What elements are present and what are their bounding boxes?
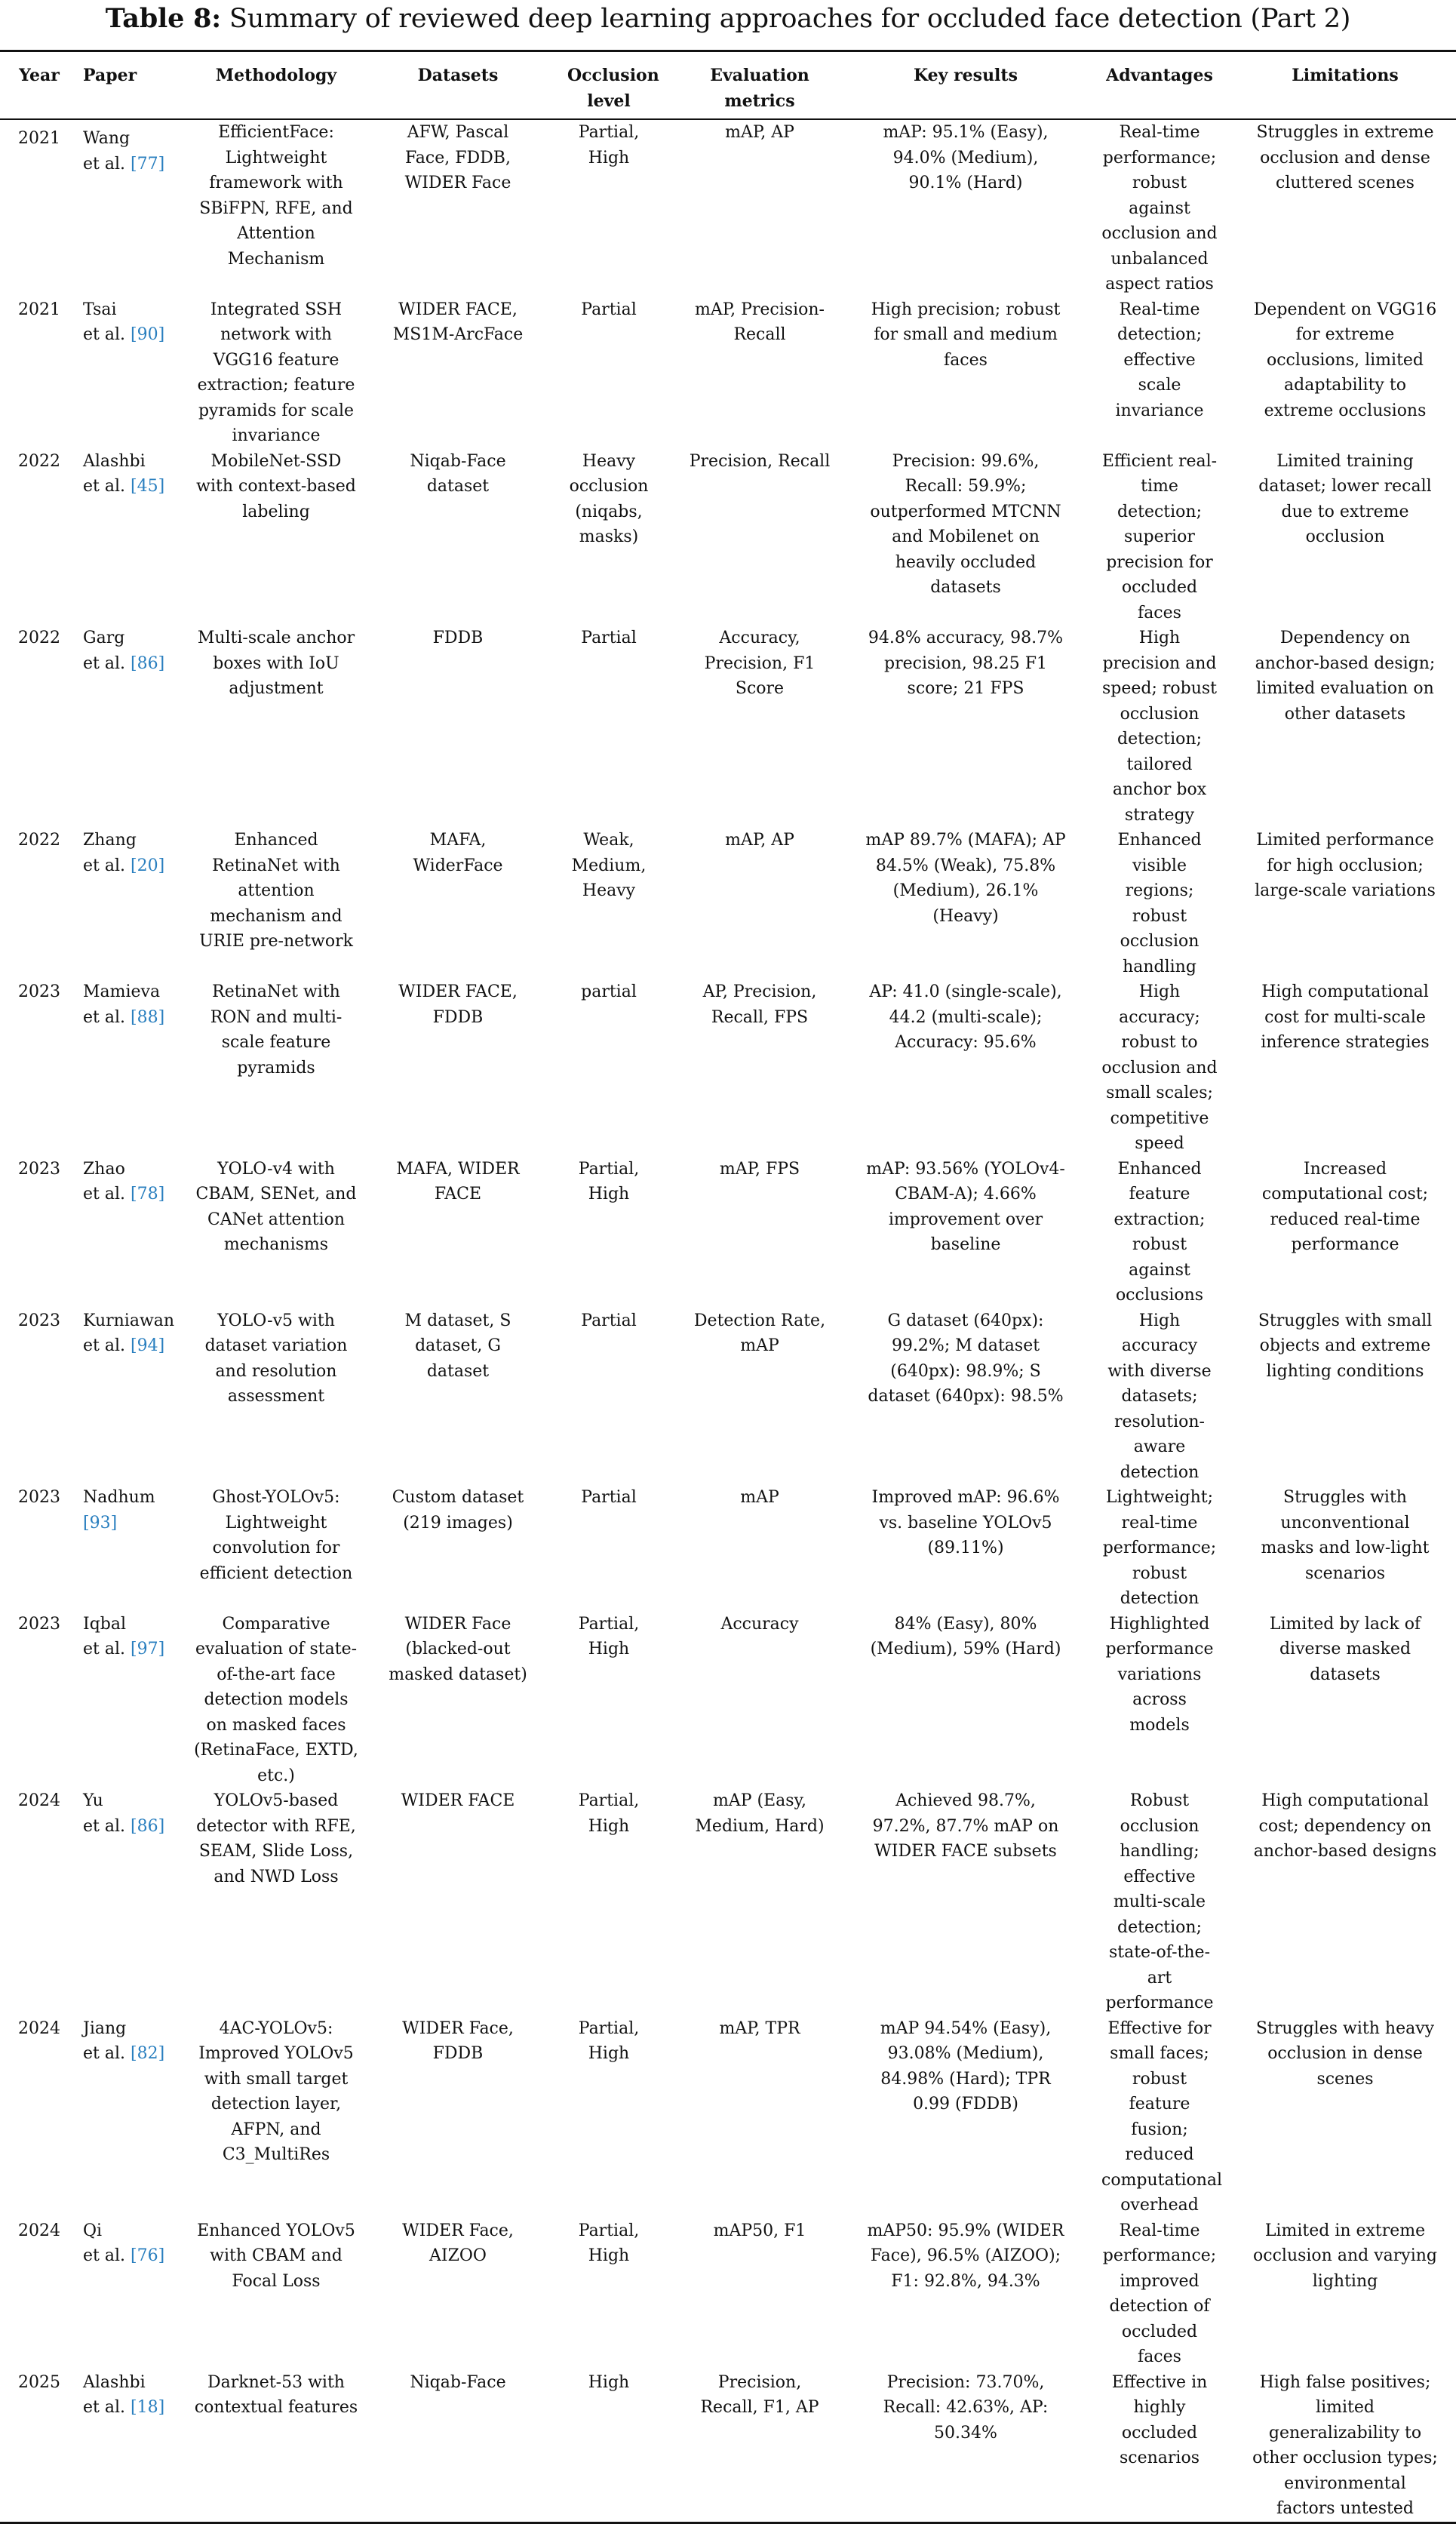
paper-etal-line — [83, 1511, 177, 1536]
cell-year: 2023 — [18, 1311, 60, 1330]
cell-paper — [78, 1485, 181, 1612]
header-year: Year — [19, 66, 60, 85]
table-row — [0, 2016, 1456, 2218]
cell-datasets: WIDER Face, AIZOO — [402, 2221, 514, 2265]
table-row — [0, 297, 1456, 449]
citation-link[interactable]: [86] — [131, 653, 165, 673]
cell-key-results: Achieved 98.7%, 97.2%, 87.7% mAP on WIDER FACE subsets — [872, 1791, 1059, 1861]
cell-occlusion-level: High — [588, 2372, 630, 2392]
cell-datasets: Custom dataset (219 images) — [392, 1488, 524, 1533]
paper-author: Zhao — [83, 1159, 125, 1179]
cell-methodology: Comparative evaluation of state-of-the-art face detection models on masked faces (RetinaFace, EXTD, etc.) — [194, 1614, 358, 1785]
cell-methodology: YOLO-v4 with CBAM, SENet, and CANet attention mechanisms — [195, 1159, 357, 1254]
header-paper: Paper — [83, 66, 137, 85]
cell-methodology: Darknet-53 with contextual features — [194, 2372, 358, 2417]
cell-evaluation-metrics: mAP, AP — [725, 831, 794, 850]
cell-datasets: M dataset, S dataset, G dataset — [404, 1311, 511, 1381]
citation-link[interactable]: [78] — [131, 1185, 165, 1204]
cell-methodology: Integrated SSH network with VGG16 feature extraction; feature pyramids for scale invariance — [197, 300, 355, 445]
cell-limitations: High false positives; limited generalizability to other occlusion types; environmental factors untested — [1252, 2372, 1438, 2518]
cell-occlusion-level: Partial, High — [578, 2221, 640, 2265]
cell-advantages: Effective for small faces; robust feature fusion; reduced computational overhead — [1101, 2018, 1223, 2215]
paper-author: Iqbal — [83, 1614, 127, 1634]
cell-paper — [78, 979, 181, 1157]
cell-methodology: EfficientFace: Lightweight framework with SBiFPN, RFE, and Attention Mechanism — [199, 123, 353, 269]
paper-etal: et al. — [83, 477, 125, 496]
cell-paper — [78, 1308, 181, 1486]
table-row — [0, 119, 1456, 297]
paper-etal-line — [83, 474, 177, 500]
cell-evaluation-metrics: mAP — [740, 1488, 779, 1507]
cell-advantages: Highlighted performance variations across models — [1105, 1614, 1214, 1735]
header-limitations: Limitations — [1292, 66, 1399, 85]
cell-advantages: High accuracy with diverse datasets; resolution-aware detection — [1107, 1311, 1212, 1482]
table-row — [0, 2370, 1456, 2523]
paper-etal-line — [83, 1333, 177, 1359]
paper-author: Garg — [83, 629, 125, 647]
cell-key-results: Precision: 73.70%, Recall: 42.63%, AP: 50.34% — [883, 2372, 1049, 2443]
paper-etal: et al. — [83, 2398, 125, 2417]
cell-evaluation-metrics: mAP (Easy, Medium, Hard) — [695, 1791, 825, 1836]
paper-etal-line — [83, 2041, 177, 2067]
cell-key-results: G dataset (640px): 99.2%; M dataset (640px): 98.9%; S dataset (640px): 98.5% — [868, 1311, 1064, 1406]
cell-methodology: Ghost-YOLOv5: Lightweight convolution for efficient detection — [199, 1488, 353, 1583]
cell-methodology: Enhanced YOLOv5 with CBAM and Focal Loss — [197, 2221, 355, 2291]
paper-author: Nadhum — [83, 1488, 155, 1507]
table-row — [0, 1612, 1456, 1789]
cell-evaluation-metrics: mAP, TPR — [719, 2018, 800, 2038]
cell-paper — [78, 626, 181, 828]
cell-datasets: FDDB — [432, 629, 484, 647]
cell-evaluation-metrics: mAP, FPS — [719, 1159, 800, 1179]
header-row — [0, 51, 1456, 120]
cell-methodology: MobileNet-SSD with context-based labeling — [196, 451, 356, 521]
citation-link[interactable]: [90] — [131, 325, 165, 344]
cell-year: 2022 — [18, 629, 60, 647]
table-row — [0, 1308, 1456, 1486]
table-row — [0, 2218, 1456, 2370]
cell-key-results: AP: 41.0 (single-scale), 44.2 (multi-scale); Accuracy: 95.6% — [869, 982, 1062, 1052]
cell-paper — [78, 1612, 181, 1789]
summary-table — [0, 50, 1456, 2524]
cell-evaluation-metrics: Precision, Recall — [689, 451, 831, 471]
cell-occlusion-level: Partial — [581, 1488, 637, 1507]
header-advantages: Advantages — [1106, 66, 1213, 85]
paper-author: Wang — [83, 129, 131, 148]
cell-advantages: Enhanced feature extraction; robust against occlusions — [1114, 1159, 1206, 1305]
cell-datasets: WIDER Face (blacked-out masked dataset) — [389, 1614, 527, 1684]
cell-limitations: Limited in extreme occlusion and varying lighting — [1253, 2221, 1437, 2291]
paper-author: Yu — [83, 1791, 103, 1810]
paper-author: Zhang — [83, 831, 137, 850]
citation-link[interactable]: [45] — [131, 477, 165, 496]
cell-limitations: Limited by lack of diverse masked datasets — [1269, 1614, 1421, 1684]
paper-author: Alashbi — [83, 2372, 146, 2392]
paper-etal-line — [83, 853, 177, 879]
cell-methodology: Enhanced RetinaNet with attention mechanism and URIE pre-network — [199, 831, 353, 951]
cell-evaluation-metrics: Accuracy — [720, 1614, 799, 1634]
citation-link[interactable]: [18] — [131, 2398, 165, 2417]
header-evaluation-metrics: Evaluation metrics — [710, 66, 809, 111]
cell-limitations: Struggles with unconventional masks and low-light scenarios — [1261, 1488, 1430, 1583]
cell-year: 2024 — [18, 2018, 60, 2038]
table-row — [0, 449, 1456, 626]
paper-etal: et al. — [83, 1640, 125, 1659]
citation-link[interactable]: [82] — [131, 2044, 165, 2063]
paper-author: Qi — [83, 2221, 103, 2240]
cell-occlusion-level: Heavy occlusion (niqabs, masks) — [569, 451, 649, 546]
cell-occlusion-level: Partial — [581, 1311, 637, 1330]
cell-datasets: WIDER Face, FDDB — [402, 2018, 514, 2063]
cell-key-results: mAP: 95.1% (Easy), 94.0% (Medium), 90.1% (Hard) — [883, 123, 1049, 192]
cell-key-results: 94.8% accuracy, 98.7% precision, 98.25 F1 score; 21 FPS — [868, 629, 1064, 698]
paper-etal: et al. — [83, 2246, 125, 2265]
cell-key-results: 84% (Easy), 80% (Medium), 59% (Hard) — [870, 1614, 1061, 1659]
cell-occlusion-level: partial — [581, 982, 637, 1001]
citation-link[interactable]: [76] — [131, 2246, 165, 2265]
cell-advantages: Enhanced visible regions; robust occlusion handling — [1117, 831, 1202, 976]
cell-occlusion-level: Partial, High — [578, 2018, 640, 2063]
cell-datasets: AFW, Pascal Face, FDDB, WIDER Face — [404, 123, 511, 192]
paper-etal: et al. — [83, 2044, 125, 2063]
paper-etal-line — [83, 1637, 177, 1662]
table-row — [0, 1788, 1456, 2016]
cell-advantages: High accuracy; robust to occlusion and small scales; competitive speed — [1101, 982, 1218, 1153]
cell-evaluation-metrics: Precision, Recall, F1, AP — [700, 2372, 819, 2417]
cell-limitations: High computational cost; dependency on anchor-based designs — [1253, 1791, 1437, 1861]
paper-etal: et al. — [83, 856, 125, 875]
cell-limitations: Dependent on VGG16 for extreme occlusions, limited adaptability to extreme occlusions — [1253, 300, 1437, 420]
cell-datasets: WIDER FACE, FDDB — [398, 982, 518, 1027]
cell-year: 2021 — [18, 300, 60, 319]
paper-etal-line — [83, 1005, 177, 1031]
cell-paper — [78, 297, 181, 449]
paper-etal-line — [83, 2395, 177, 2421]
table-row — [0, 626, 1456, 828]
citation-link[interactable]: [77] — [131, 154, 165, 174]
cell-year: 2024 — [18, 2221, 60, 2240]
citation-link[interactable]: [97] — [131, 1640, 165, 1659]
table-row — [0, 1485, 1456, 1612]
cell-methodology: YOLO-v5 with dataset variation and resolution assessment — [204, 1311, 348, 1406]
cell-occlusion-level: Partial, High — [578, 1159, 640, 1204]
cell-datasets: Niqab-Face — [410, 2372, 506, 2392]
cell-key-results: Precision: 99.6%, Recall: 59.9%; outperformed MTCNN and Mobilenet on heavily occluded datasets — [870, 451, 1061, 597]
paper-author: Kurniawan — [83, 1311, 175, 1330]
paper-etal-line — [83, 2243, 177, 2269]
cell-evaluation-metrics: mAP50, F1 — [713, 2221, 806, 2240]
cell-paper — [78, 449, 181, 626]
cell-year: 2023 — [18, 982, 60, 1001]
cell-key-results: mAP 94.54% (Easy), 93.08% (Medium), 84.98% (Hard); TPR 0.99 (FDDB) — [880, 2018, 1052, 2114]
paper-etal-line — [83, 651, 177, 677]
cell-advantages: Real-time detection; effective scale invariance — [1115, 300, 1204, 420]
paper-author: Mamieva — [83, 982, 161, 1001]
paper-etal: et al. — [83, 1007, 125, 1027]
table-row — [0, 1157, 1456, 1308]
paper-etal-line — [83, 322, 177, 348]
cell-paper — [78, 828, 181, 979]
cell-paper — [78, 2370, 181, 2523]
cell-key-results: High precision; robust for small and medium faces — [871, 300, 1061, 370]
cell-methodology: RetinaNet with RON and multi-scale feature pyramids — [210, 982, 342, 1078]
paper-etal: et al. — [83, 154, 125, 174]
cell-year: 2022 — [18, 451, 60, 471]
cell-paper — [78, 119, 181, 297]
header-key-results: Key results — [914, 66, 1018, 85]
paper-etal: et al. — [83, 1336, 125, 1355]
citation-link[interactable]: [94] — [131, 1336, 165, 1355]
paper-author: Tsai — [83, 300, 117, 319]
cell-paper — [78, 1157, 181, 1308]
cell-methodology: YOLOv5-based detector with RFE, SEAM, Slide Loss, and NWD Loss — [196, 1791, 356, 1886]
paper-etal-line — [83, 152, 177, 177]
cell-datasets: MAFA, WIDER FACE — [396, 1159, 520, 1204]
paper-author: Jiang — [83, 2018, 127, 2038]
paper-etal: et al. — [83, 653, 125, 673]
cell-limitations: Dependency on anchor-based design; limited evaluation on other datasets — [1255, 629, 1436, 724]
header-datasets: Datasets — [417, 66, 499, 85]
cell-datasets: WIDER FACE — [401, 1791, 515, 1810]
cell-limitations: High computational cost for multi-scale inference strategies — [1261, 982, 1430, 1052]
cell-occlusion-level: Partial — [581, 300, 637, 319]
cell-occlusion-level: Partial, High — [578, 1791, 640, 1836]
cell-year: 2023 — [18, 1159, 60, 1179]
paper-author: Alashbi — [83, 451, 146, 471]
cell-year: 2025 — [18, 2372, 60, 2392]
table-title: Summary of reviewed deep learning approaches for occluded face detection (Part 2) — [229, 4, 1351, 34]
citation-link[interactable]: [93] — [83, 1513, 118, 1533]
cell-key-results: mAP50: 95.9% (WIDER Face), 96.5% (AIZOO); F1: 92.8%, 94.3% — [867, 2221, 1064, 2291]
cell-advantages: Robust occlusion handling; effective multi-scale detection; state-of-the-art performance — [1105, 1791, 1214, 2012]
paper-etal-line — [83, 1814, 177, 1840]
paper-etal: et al. — [83, 1185, 125, 1204]
citation-link[interactable]: [20] — [131, 856, 165, 875]
cell-limitations: Struggles with small objects and extreme lighting conditions — [1258, 1311, 1433, 1381]
cell-datasets: MAFA, WiderFace — [413, 831, 503, 875]
cell-advantages: Efficient real-time detection; superior precision for occluded faces — [1101, 451, 1218, 623]
cell-datasets: WIDER FACE, MS1M-ArcFace — [392, 300, 524, 344]
table-label: Table 8: — [105, 3, 222, 34]
cell-paper — [78, 2218, 181, 2370]
cell-limitations: Struggles with heavy occlusion in dense scenes — [1255, 2018, 1435, 2089]
cell-paper — [78, 1788, 181, 2016]
cell-year: 2024 — [18, 1791, 60, 1810]
cell-year: 2021 — [18, 129, 60, 148]
cell-methodology: 4AC-YOLOv5: Improved YOLOv5 with small target detection layer, AFPN, and C3_MultiRes — [198, 2018, 354, 2164]
cell-limitations: Struggles in extreme occlusion and dense cluttered scenes — [1256, 123, 1434, 192]
citation-link[interactable]: [86] — [131, 1816, 165, 1836]
cell-advantages: Effective in highly occluded scenarios — [1111, 2372, 1208, 2467]
header-occlusion-level: Occlusion level — [567, 66, 659, 111]
cell-evaluation-metrics: Detection Rate, mAP — [693, 1311, 826, 1355]
cell-datasets: Niqab-Face dataset — [410, 451, 506, 496]
cell-advantages: Real-time performance; robust against occlusion and unbalanced aspect ratios — [1101, 123, 1218, 294]
cell-year: 2023 — [18, 1614, 60, 1634]
cell-key-results: mAP: 93.56% (YOLOv4-CBAM-A); 4.66% improvement over baseline — [866, 1159, 1065, 1254]
cell-advantages: Real-time performance; improved detection of occluded faces — [1102, 2221, 1217, 2366]
table-caption — [0, 0, 1456, 39]
cell-year: 2023 — [18, 1488, 60, 1507]
cell-limitations: Increased computational cost; reduced real-time performance — [1261, 1159, 1429, 1254]
cell-occlusion-level: Partial, High — [578, 123, 640, 168]
cell-methodology: Multi-scale anchor boxes with IoU adjustment — [197, 629, 355, 698]
cell-key-results: mAP 89.7% (MAFA); AP 84.5% (Weak), 75.8% (Medium), 26.1% (Heavy) — [865, 831, 1066, 926]
cell-evaluation-metrics: mAP, Precision-Recall — [695, 300, 825, 344]
cell-limitations: Limited training dataset; lower recall due to extreme occlusion — [1258, 451, 1432, 546]
table-row — [0, 979, 1456, 1157]
cell-advantages: High precision and speed; robust occlusion detection; tailored anchor box strategy — [1101, 629, 1218, 825]
cell-evaluation-metrics: Accuracy, Precision, F1 Score — [704, 629, 816, 698]
cell-occlusion-level: Partial — [581, 629, 637, 647]
paper-etal-line — [83, 1182, 177, 1207]
cell-occlusion-level: Weak, Medium, Heavy — [571, 831, 647, 900]
cell-key-results: Improved mAP: 96.6% vs. baseline YOLOv5 (89.11%) — [871, 1488, 1060, 1557]
header-methodology: Methodology — [215, 66, 337, 85]
cell-advantages: Lightweight; real-time performance; robust detection — [1102, 1488, 1217, 1608]
cell-year: 2022 — [18, 831, 60, 850]
table-row — [0, 828, 1456, 979]
cell-limitations: Limited performance for high occlusion; large-scale variations — [1255, 831, 1436, 900]
cell-evaluation-metrics: mAP, AP — [725, 123, 794, 142]
paper-etal: et al. — [83, 1816, 125, 1836]
citation-link[interactable]: [88] — [131, 1007, 165, 1027]
cell-evaluation-metrics: AP, Precision, Recall, FPS — [702, 982, 817, 1027]
cell-occlusion-level: Partial, High — [578, 1614, 640, 1659]
cell-paper — [78, 2016, 181, 2218]
paper-etal: et al. — [83, 325, 125, 344]
